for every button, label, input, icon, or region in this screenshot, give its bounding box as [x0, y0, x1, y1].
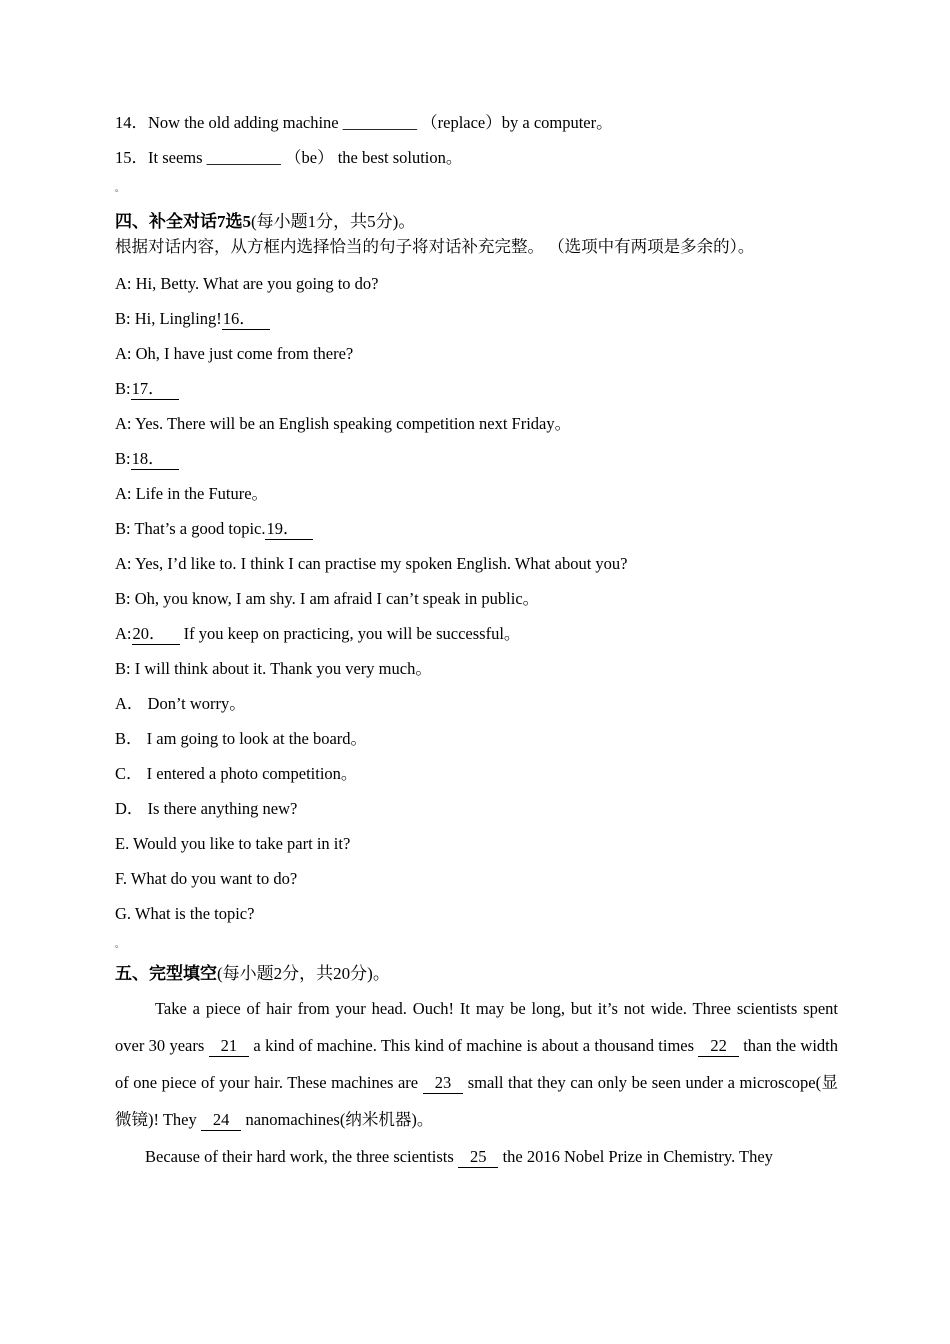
cloze-blank-24: 24: [201, 1110, 242, 1131]
section-heading-dialogue-title: 四、补全对话7选5: [115, 212, 251, 231]
section-heading-cloze-title: 五、完型填空: [115, 964, 217, 983]
grammar-item-15: 15．It seems _________ （be） the best solution。: [115, 148, 463, 167]
dialogue-text: A: Yes, I’d like to. I think I can practise my spoken English. What about you?: [115, 554, 628, 573]
dialogue-line-5: [115, 413, 838, 435]
answer-blank-18: 18．: [131, 449, 179, 470]
dialogue-text: B:: [115, 449, 131, 468]
stray-period-1: 。: [115, 183, 125, 193]
section-heading-dialogue: [115, 210, 838, 234]
dialogue-text: A:: [115, 624, 132, 643]
cloze-text: the 2016 Nobel Prize in Chemistry. They: [498, 1147, 773, 1166]
option-item-A: A． Don’t worry。: [115, 694, 246, 713]
dialogue-text: B: Hi, Lingling!: [115, 309, 222, 328]
dialogue-text: B: That’s a good topic.: [115, 519, 266, 538]
cloze-text: nanomachines(纳米机器)。: [241, 1110, 434, 1129]
cloze-text: Because of their hard work, the three scientists: [145, 1147, 458, 1166]
grammar-item-14: 14．Now the old adding machine _________ （replace）by a computer。: [115, 113, 613, 132]
answer-blank-19: 19．: [265, 519, 313, 540]
dialogue-line-9: [115, 553, 838, 575]
answer-blank-16: 16．: [222, 309, 270, 330]
dialogue-text: A: Life in the Future。: [115, 484, 269, 503]
dialogue-line-6: [115, 448, 838, 470]
option-item-G: G. What is the topic?: [115, 904, 255, 923]
cloze-blank-25: 25: [458, 1147, 499, 1168]
dialogue-text: B: Oh, you know, I am shy. I am afraid I can’t speak in public。: [115, 589, 540, 608]
dialogue-line-2: [115, 308, 838, 330]
option-item-B: B． I am going to look at the board。: [115, 729, 368, 748]
dialogue-line-1: [115, 273, 838, 295]
dialogue-text: A: Hi, Betty. What are you going to do?: [115, 274, 379, 293]
answer-blank-20: 20．: [132, 624, 180, 645]
cloze-blank-23: 23: [423, 1073, 464, 1094]
dialogue-line-11: [115, 623, 838, 645]
cloze-text: than the width of one piece of your hair. These machines are: [115, 1036, 838, 1092]
cloze-blank-21: 21: [209, 1036, 250, 1057]
cloze-blank-22: 22: [698, 1036, 739, 1057]
stray-period-2: 。: [115, 939, 125, 949]
option-item-F: F. What do you want to do?: [115, 869, 298, 888]
cloze-text: small that they can only be seen under a microscope(显微镜)! They: [115, 1073, 839, 1129]
dialogue-text: B: I will think about it. Thank you very much。: [115, 659, 432, 678]
section-heading-dialogue-score: (每小题1分，共5分)。: [251, 212, 416, 231]
dialogue-line-3: [115, 343, 838, 365]
dialogue-text: B:: [115, 379, 131, 398]
dialogue-line-4: [115, 378, 838, 400]
cloze-text: a kind of machine. This kind of machine is about a thousand times: [249, 1036, 699, 1055]
dialogue-line-7: [115, 483, 838, 505]
section-heading-cloze: [115, 962, 838, 986]
cloze-text: Take a piece of hair from your head. Ouch! It may be long, but it’s not wide. Three scientists spent over 30 years: [115, 999, 838, 1055]
dialogue-line-8: [115, 518, 838, 540]
dialogue-instruction: 根据对话内容，从方框内选择恰当的句子将对话补充完整。 （选项中有两项是多余的）。: [115, 237, 755, 256]
answer-blank-17: 17．: [131, 379, 179, 400]
cloze-paragraph-2: [115, 1138, 838, 1175]
dialogue-line-10: [115, 588, 838, 610]
dialogue-line-12: [115, 658, 838, 680]
option-item-C: C． I entered a photo competition。: [115, 764, 358, 783]
section-heading-cloze-score: (每小题2分，共20分)。: [217, 964, 390, 983]
dialogue-text: A: Oh, I have just come from there?: [115, 344, 354, 363]
dialogue-text: If you keep on practicing, you will be successful。: [179, 624, 521, 643]
option-item-E: E. Would you like to take part in it?: [115, 834, 351, 853]
dialogue-text: A: Yes. There will be an English speaking competition next Friday。: [115, 414, 572, 433]
option-item-D: D． Is there anything new?: [115, 799, 298, 818]
cloze-paragraph-1: [115, 990, 838, 1138]
